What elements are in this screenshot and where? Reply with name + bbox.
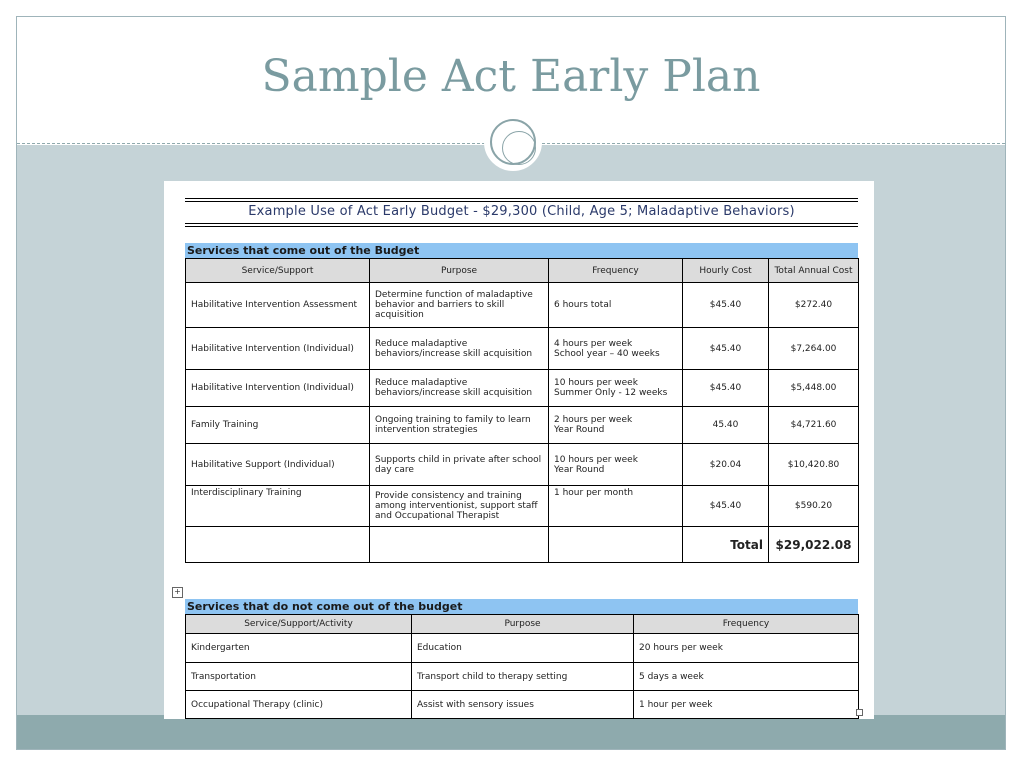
cell-frequency xyxy=(549,407,683,444)
cell-service: Transportation xyxy=(186,663,412,691)
frequency-line-1: 4 hours per week xyxy=(554,338,633,349)
cell-frequency: 5 days a week xyxy=(634,663,859,691)
cell-purpose: Ongoing training to family to learn intervention strategies xyxy=(370,407,549,444)
cell-frequency xyxy=(549,328,683,370)
table-row xyxy=(186,663,859,691)
cell-hourly: $45.40 xyxy=(683,283,769,328)
heading-rule-top xyxy=(185,198,858,199)
cell-purpose: Education xyxy=(412,634,634,663)
cell-total: $4,721.60 xyxy=(769,407,859,444)
frequency-line-1: 10 hours per week xyxy=(554,378,638,388)
frequency-line-1: 2 hours per week xyxy=(554,415,633,425)
embedded-document[interactable] xyxy=(164,181,874,719)
section-band-non-budget: Services that do not come out of the budget xyxy=(185,599,858,614)
section-band-budget: Services that come out of the Budget xyxy=(185,243,858,258)
cell-frequency xyxy=(549,370,683,407)
frequency-line-2: Year Round xyxy=(554,464,605,475)
table-row xyxy=(186,691,859,719)
cell-purpose: Provide consistency and training among interventionist, support staff and Occupational Therapist xyxy=(370,486,549,527)
table-row xyxy=(186,370,859,407)
table-row xyxy=(186,283,859,328)
move-icon[interactable]: + xyxy=(172,587,183,598)
cell-hourly: $45.40 xyxy=(683,486,769,527)
non-budget-table xyxy=(185,614,859,719)
empty-cell xyxy=(549,527,683,563)
total-label: Total xyxy=(683,527,769,563)
empty-cell xyxy=(186,527,370,563)
cell-total: $7,264.00 xyxy=(769,328,859,370)
cell-frequency: 20 hours per week xyxy=(634,634,859,663)
ornament-ring xyxy=(490,119,536,165)
cell-frequency: 1 hour per week xyxy=(634,691,859,719)
cell-purpose: Assist with sensory issues xyxy=(412,691,634,719)
table-row xyxy=(186,486,859,527)
table-row xyxy=(186,634,859,663)
cell-service: Kindergarten xyxy=(186,634,412,663)
total-value: $29,022.08 xyxy=(769,527,859,563)
cell-purpose: Determine function of maladaptive behavior and barriers to skill acquisition xyxy=(370,283,549,328)
col-header-hourly-cost: Hourly Cost xyxy=(683,259,769,283)
cell-purpose: Reduce maladaptive behaviors/increase skill acquisition xyxy=(370,370,549,407)
empty-cell xyxy=(370,527,549,563)
frequency-line-2: School year – 40 weeks xyxy=(554,348,660,359)
heading-rule-bottom-2 xyxy=(185,226,858,227)
frequency-line-2: Summer Only - 12 weeks xyxy=(554,388,668,398)
col-header-purpose: Purpose xyxy=(370,259,549,283)
cell-service: Occupational Therapy (clinic) xyxy=(186,691,412,719)
cell-frequency xyxy=(549,486,683,527)
ornament-inner-ring xyxy=(502,131,536,165)
budget-table xyxy=(185,258,859,563)
document-heading: Example Use of Act Early Budget - $29,300 (Child, Age 5; Maladaptive Behaviors) xyxy=(248,204,795,219)
cell-service: Habilitative Intervention (Individual) xyxy=(186,328,370,370)
frequency-line-1: 10 hours per week xyxy=(554,454,638,465)
cell-frequency xyxy=(549,444,683,486)
cell-purpose: Transport child to therapy setting xyxy=(412,663,634,691)
table-row xyxy=(186,328,859,370)
cell-total: $590.20 xyxy=(769,486,859,527)
slide-title: Sample Act Early Plan xyxy=(261,51,761,102)
col-header-purpose: Purpose xyxy=(412,615,634,634)
cell-service: Habilitative Intervention Assessment xyxy=(186,283,370,328)
col-header-activity: Service/Support/Activity xyxy=(186,615,412,634)
cell-hourly: $45.40 xyxy=(683,328,769,370)
col-header-total-cost: Total Annual Cost xyxy=(769,259,859,283)
heading-rule-bottom xyxy=(185,223,858,224)
heading-rule-top-2 xyxy=(185,201,858,202)
cell-total: $272.40 xyxy=(769,283,859,328)
total-row xyxy=(186,527,859,563)
cell-service: Habilitative Support (Individual) xyxy=(186,444,370,486)
cell-service: Interdisciplinary Training xyxy=(186,486,370,527)
frequency-line-1: 1 hour per month xyxy=(554,488,634,498)
cell-frequency xyxy=(549,283,683,328)
circle-ornament-icon xyxy=(484,113,542,171)
cell-service: Habilitative Intervention (Individual) xyxy=(186,370,370,407)
col-header-service: Service/Support xyxy=(186,259,370,283)
col-header-frequency: Frequency xyxy=(549,259,683,283)
cell-hourly: 45.40 xyxy=(683,407,769,444)
cell-total: $10,420.80 xyxy=(769,444,859,486)
table-row xyxy=(186,444,859,486)
frequency-line-2: Year Round xyxy=(554,425,605,435)
cell-service: Family Training xyxy=(186,407,370,444)
cell-total: $5,448.00 xyxy=(769,370,859,407)
col-header-frequency: Frequency xyxy=(634,615,859,634)
cell-purpose: Reduce maladaptive behaviors/increase skill acquisition xyxy=(370,328,549,370)
footer-band xyxy=(17,715,1005,749)
frequency-line-1: 6 hours total xyxy=(554,300,612,310)
cell-hourly: $45.40 xyxy=(683,370,769,407)
cell-hourly: $20.04 xyxy=(683,444,769,486)
table-row xyxy=(186,407,859,444)
cell-purpose: Supports child in private after school day care xyxy=(370,444,549,486)
slide xyxy=(16,16,1006,750)
resize-icon[interactable] xyxy=(856,709,863,716)
